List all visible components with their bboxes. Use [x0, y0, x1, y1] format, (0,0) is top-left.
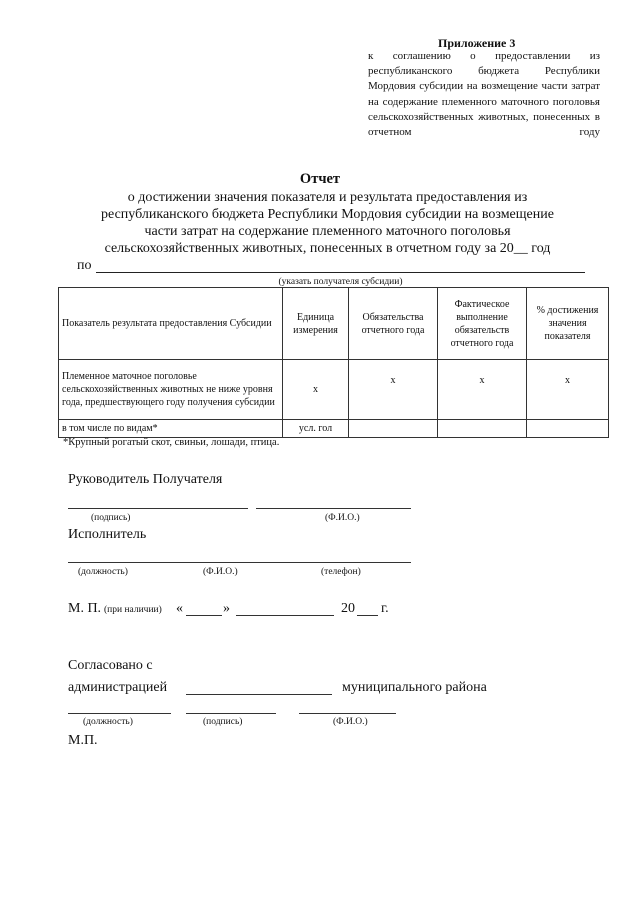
approval-line-2-suffix: муниципального района	[342, 680, 487, 695]
approval-fio-hint: (Ф.И.О.)	[333, 717, 368, 727]
executor-fio-hint: (Ф.И.О.)	[203, 567, 238, 577]
approval-signature-line[interactable]	[186, 713, 276, 714]
row-actual[interactable]	[438, 420, 527, 438]
approval-stamp: М.П.	[68, 733, 98, 748]
date-day-line[interactable]	[186, 615, 222, 616]
approval-position-hint: (должность)	[83, 717, 133, 727]
executor-line[interactable]	[68, 562, 411, 563]
date-year-line[interactable]	[357, 615, 378, 616]
table-row	[59, 360, 609, 420]
row-indicator: Племенное маточное поголовье сельскохозяйственных животных не ниже уровня года, предшествующего году получения субсидии	[59, 360, 283, 420]
stamp-label: М. П.	[68, 601, 102, 616]
row-unit: х	[283, 360, 349, 420]
approval-signature-hint: (подпись)	[203, 717, 243, 727]
approval-position-line[interactable]	[68, 713, 171, 714]
header-actual: Фактическое выполнение обязательств отчетного года	[438, 288, 527, 360]
row-unit: усл. гол	[283, 420, 349, 438]
recipient-field-line[interactable]	[96, 272, 585, 273]
date-year-suffix: г.	[381, 601, 389, 616]
table-row	[59, 420, 609, 438]
report-heading-line-2: республиканского бюджета Республики Мордовия субсидии на возмещение	[101, 207, 554, 222]
table-header-row	[59, 288, 609, 360]
executor-label: Исполнитель	[68, 527, 147, 542]
appendix-description: к соглашению о предоставлении из республиканского бюджета Республики Мордовия субсидии на возмещение части затрат на содержание племенного маточного поголовья сельскохозяйственных животных, понесенных в отчетном году	[368, 50, 600, 139]
row-indicator: в том числе по видам*	[59, 420, 283, 438]
date-month-line[interactable]	[236, 615, 334, 616]
appendix-title: Приложение 3	[438, 36, 516, 50]
head-label: Руководитель Получателя	[68, 472, 223, 487]
row-obligations: х	[349, 360, 438, 420]
head-fio-hint: (Ф.И.О.)	[325, 513, 360, 523]
date-close-quote: »	[223, 601, 230, 616]
header-percent: % достижения значения показателя	[527, 288, 609, 360]
stamp-note: (при наличии)	[104, 605, 162, 615]
header-unit: Единица измерения	[283, 288, 349, 360]
approval-line-1: Согласовано с	[68, 658, 153, 673]
header-indicator: Показатель результата предоставления Субсидии	[59, 288, 283, 360]
row-percent[interactable]	[527, 420, 609, 438]
date-year-prefix: 20	[341, 601, 355, 616]
row-percent: х	[527, 360, 609, 420]
head-fio-line[interactable]	[256, 508, 411, 509]
approval-fio-line[interactable]	[299, 713, 396, 714]
recipient-hint: (указать получателя субсидии)	[278, 277, 403, 287]
report-table	[58, 287, 609, 438]
row-obligations[interactable]	[349, 420, 438, 438]
report-heading-line-4: сельскохозяйственных животных, понесенных в отчетном году за 20__ год	[104, 241, 551, 256]
report-heading-line-1: о достижении значения показателя и результата предоставления из	[127, 190, 528, 205]
footnote: *Крупный рогатый скот, свиньи, лошади, птица.	[63, 437, 280, 448]
municipality-line[interactable]	[186, 694, 332, 695]
row-actual: х	[438, 360, 527, 420]
header-obligations: Обязательства отчетного года	[349, 288, 438, 360]
head-signature-hint: (подпись)	[91, 513, 131, 523]
head-signature-line[interactable]	[68, 508, 248, 509]
executor-phone-hint: (телефон)	[321, 567, 361, 577]
approval-line-2: администрацией	[68, 680, 168, 695]
report-heading-line-3: части затрат на содержание племенного маточного поголовья	[144, 224, 511, 239]
executor-position-hint: (должность)	[78, 567, 128, 577]
report-title: Отчет	[299, 171, 341, 187]
recipient-prefix: по	[77, 258, 92, 273]
date-open-quote: «	[176, 601, 183, 616]
